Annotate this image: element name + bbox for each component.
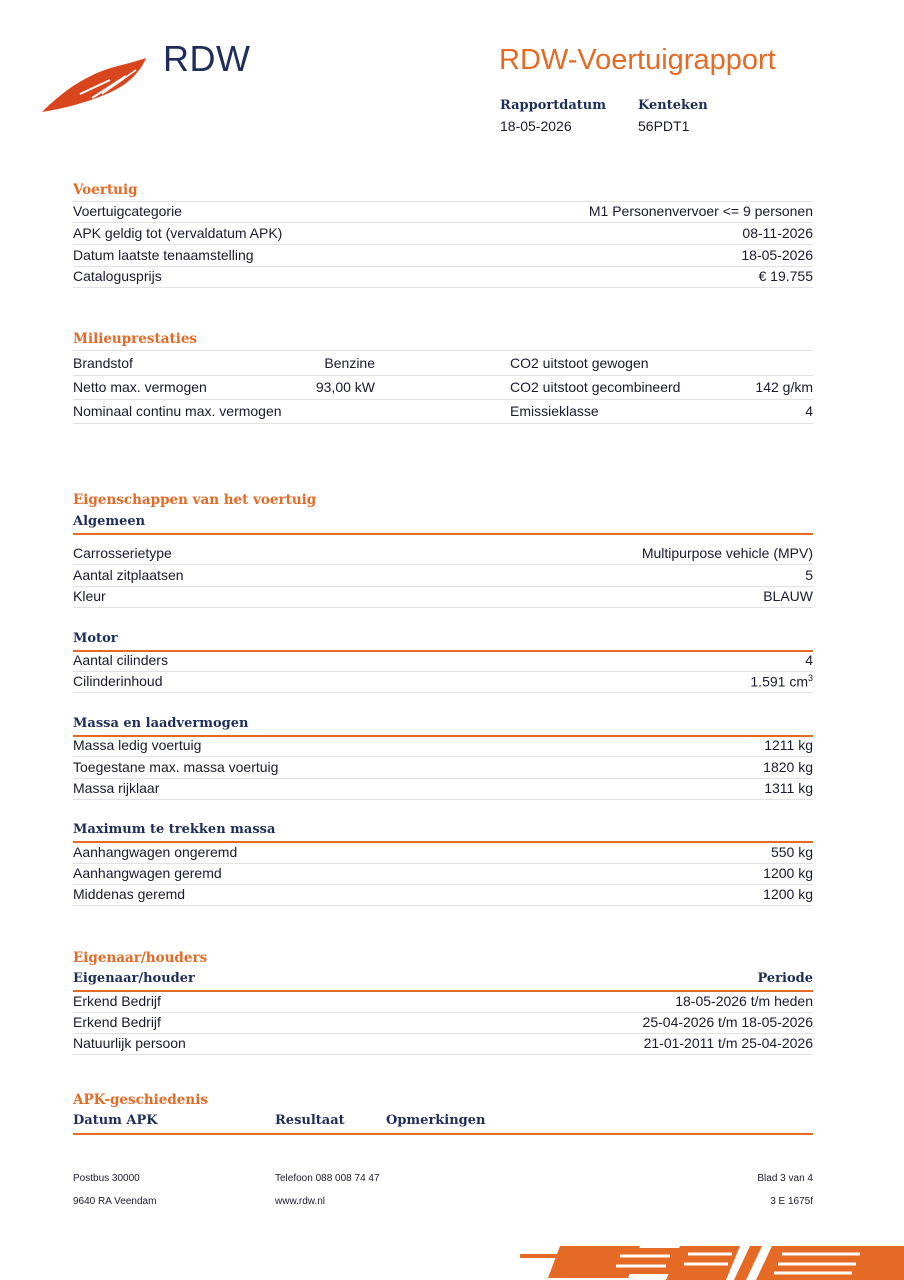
massa-row: Massa ledig voertuig 1211 kg bbox=[73, 735, 813, 757]
trekken-row: Aanhangwagen ongeremd 550 kg bbox=[73, 842, 813, 864]
subsection-title-algemeen: Algemeen bbox=[73, 514, 146, 529]
motor-row: Cilinderinhoud 1.591 $cm^3$ bbox=[73, 671, 813, 693]
milieu-row: Nominaal continu max. vermogen Emissieklasse 4 bbox=[73, 400, 813, 424]
voertuig-row: Voertuigcategorie M1 Personenvervoer <= 9 personen bbox=[73, 201, 813, 223]
col-header-periode: Periode bbox=[757, 971, 813, 986]
footer-document-code: 3 E 1675f bbox=[770, 1196, 813, 1207]
footer-address-2: 9640 RA Veendam bbox=[73, 1196, 157, 1207]
report-title: RDW-Voertuigrapport bbox=[499, 44, 776, 76]
col-header-opmerkingen: Opmerkingen bbox=[386, 1113, 486, 1128]
rapportdatum-label: Rapportdatum bbox=[500, 98, 606, 113]
motor-row: Aantal cilinders 4 bbox=[73, 650, 813, 672]
footer-phone: Telefoon 088 008 74 47 bbox=[275, 1173, 380, 1184]
col-header-eigenaar: Eigenaar/houder bbox=[73, 971, 195, 986]
section-title-voertuig: Voertuig bbox=[73, 182, 138, 198]
massa-row: Toegestane max. massa voertuig 1820 kg bbox=[73, 757, 813, 779]
col-header-resultaat: Resultaat bbox=[275, 1113, 345, 1128]
rapportdatum-value: 18-05-2026 bbox=[500, 118, 572, 134]
logo-text: RDW bbox=[163, 38, 251, 79]
eigenaar-row: Erkend Bedrijf 18-05-2026 t/m heden bbox=[73, 991, 813, 1013]
eigenaar-row: Natuurlijk persoon 21-01-2011 t/m 25-04-2026 bbox=[73, 1033, 813, 1055]
footer-address-1: Postbus 30000 bbox=[73, 1173, 140, 1184]
voertuig-row: APK geldig tot (vervaldatum APK) 08-11-2026 bbox=[73, 223, 813, 245]
subsection-title-trekken: Maximum te trekken massa bbox=[73, 822, 276, 837]
rdw-logo-icon bbox=[40, 56, 150, 114]
trekken-row: Middenas geremd 1200 kg bbox=[73, 884, 813, 906]
section-title-milieu: Milieuprestaties bbox=[73, 331, 198, 347]
eigenaar-row: Erkend Bedrijf 25-04-2026 t/m 18-05-2026 bbox=[73, 1012, 813, 1034]
milieu-row: Brandstof Benzine CO2 uitstoot gewogen bbox=[73, 352, 813, 376]
massa-row: Massa rijklaar 1311 kg bbox=[73, 778, 813, 800]
kenteken-value: 56PDT1 bbox=[638, 118, 690, 134]
section-title-eigenschappen: Eigenschappen van het voertuig bbox=[73, 492, 317, 508]
section-title-apk: APK-geschiedenis bbox=[73, 1092, 208, 1108]
milieu-row: Netto max. vermogen 93,00 kW CO2 uitstoot gecombineerd 142 g/km bbox=[73, 376, 813, 400]
trekken-row: Aanhangwagen geremd 1200 kg bbox=[73, 863, 813, 885]
algemeen-row: Aantal zitplaatsen 5 bbox=[73, 565, 813, 587]
kenteken-label: Kenteken bbox=[638, 98, 708, 113]
algemeen-row: Carrosserietype Multipurpose vehicle (MPV) bbox=[73, 543, 813, 565]
decorative-stripes-icon bbox=[520, 1244, 904, 1280]
voertuig-row: Catalogusprijs € 19.755 bbox=[73, 266, 813, 288]
subsection-title-massa: Massa en laadvermogen bbox=[73, 716, 249, 731]
col-header-datum-apk: Datum APK bbox=[73, 1113, 158, 1128]
section-title-eigenaar: Eigenaar/houders bbox=[73, 950, 208, 966]
voertuig-row: Datum laatste tenaamstelling 18-05-2026 bbox=[73, 245, 813, 267]
subsection-title-motor: Motor bbox=[73, 631, 118, 646]
algemeen-row: Kleur BLAUW bbox=[73, 586, 813, 608]
footer-page-number: Blad 3 van 4 bbox=[757, 1173, 813, 1184]
footer-website: www.rdw.nl bbox=[275, 1196, 326, 1207]
